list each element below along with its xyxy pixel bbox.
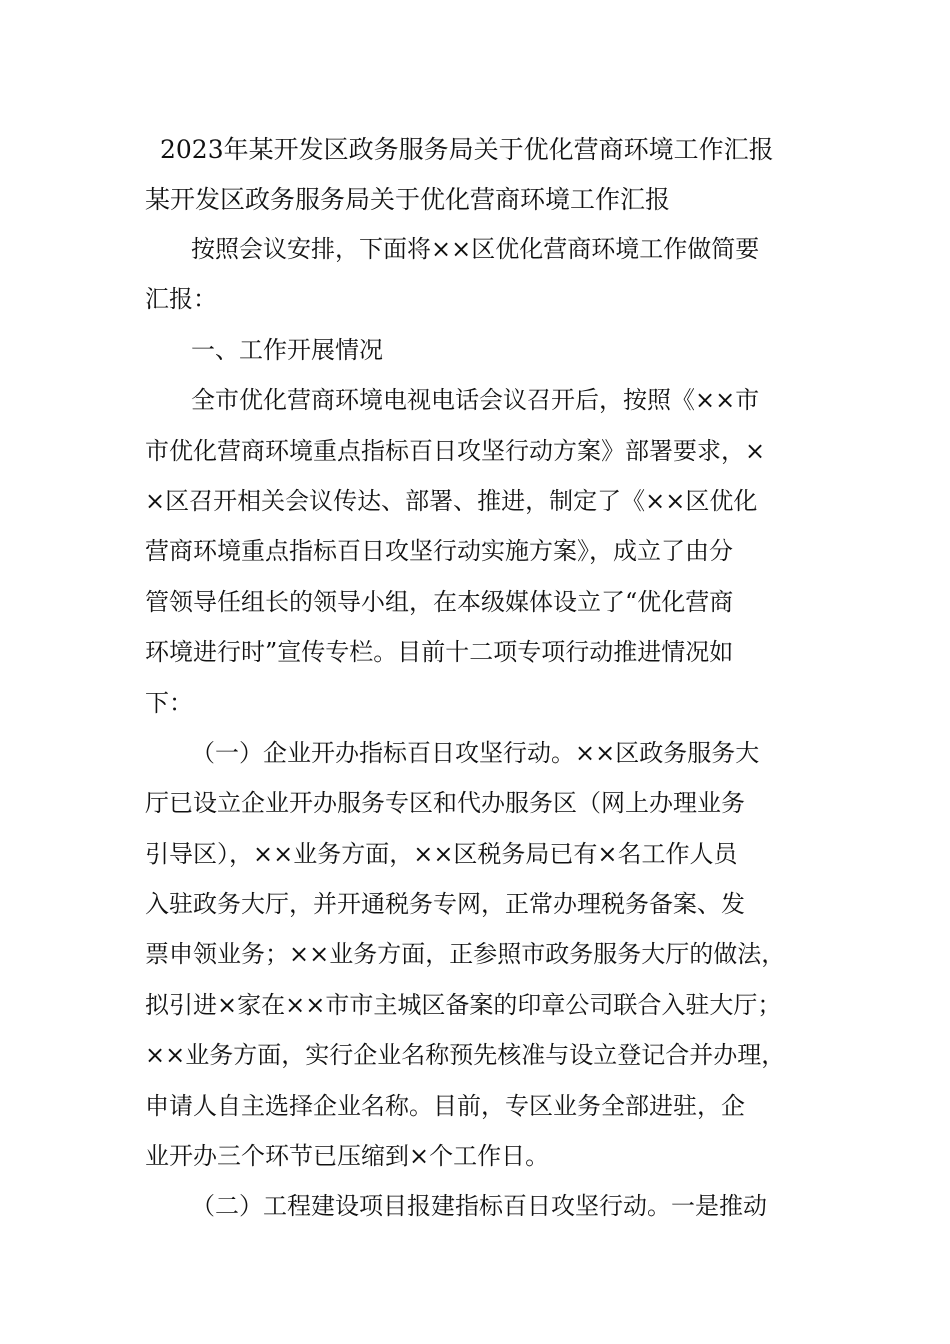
paragraph-line: 入驻政务大厅，并开通税务专网，正常办理税务备案、发 [145,890,745,919]
paragraph-line: 全市优化营商环境电视电话会议召开后，按照《××市 [191,386,760,415]
paragraph-line: 拟引进×家在××市市主城区备案的印章公司联合入驻大厅； [145,990,782,1019]
paragraph-line: 下： [145,688,193,717]
paragraph-line: 汇报： [145,285,217,314]
paragraph-line: 业开办三个环节已压缩到×个工作日。 [145,1142,550,1171]
document-body [145,230,810,1238]
paragraph-line: 管领导任组长的领导小组，在本级媒体设立了“优化营商 [145,587,734,616]
paragraph-line: 引导区），××业务方面，××区税务局已有×名工作人员 [145,839,738,868]
paragraph-line: 厅已设立企业开办服务专区和代办服务区（网上办理业务 [145,789,745,818]
paragraph-line: ××业务方面，实行企业名称预先核准与设立登记合并办理， [145,1041,786,1070]
paragraph-line: 环境进行时”宣传专栏。目前十二项专项行动推进情况如 [145,638,734,667]
section-heading: 一、工作开展情况 [191,335,383,364]
paragraph-line: （二）工程建设项目报建指标百日攻坚行动。一是推动 [191,1192,767,1221]
paragraph-line: 票申领业务；××业务方面，正参照市政务服务大厅的做法， [145,940,786,969]
paragraph-line: 营商环境重点指标百日攻坚行动实施方案》，成立了由分 [145,537,733,566]
paragraph-line: 市优化营商环境重点指标百日攻坚行动方案》部署要求，× [145,436,766,465]
paragraph-line: 申请人自主选择企业名称。目前，专区业务全部进驻，企 [145,1091,745,1120]
paragraph-line: （一）企业开办指标百日攻坚行动。××区政务服务大 [191,738,760,767]
paragraph-line: ×区召开相关会议传达、部署、推进，制定了《××区优化 [145,486,758,515]
document-subtitle: 某开发区政务服务局关于优化营商环境工作汇报 [145,185,671,214]
paragraph-line: 按照会议安排，下面将××区优化营商环境工作做简要 [191,235,760,263]
document-title: 2023年某开发区政务服务局关于优化营商环境工作汇报 [160,135,774,164]
